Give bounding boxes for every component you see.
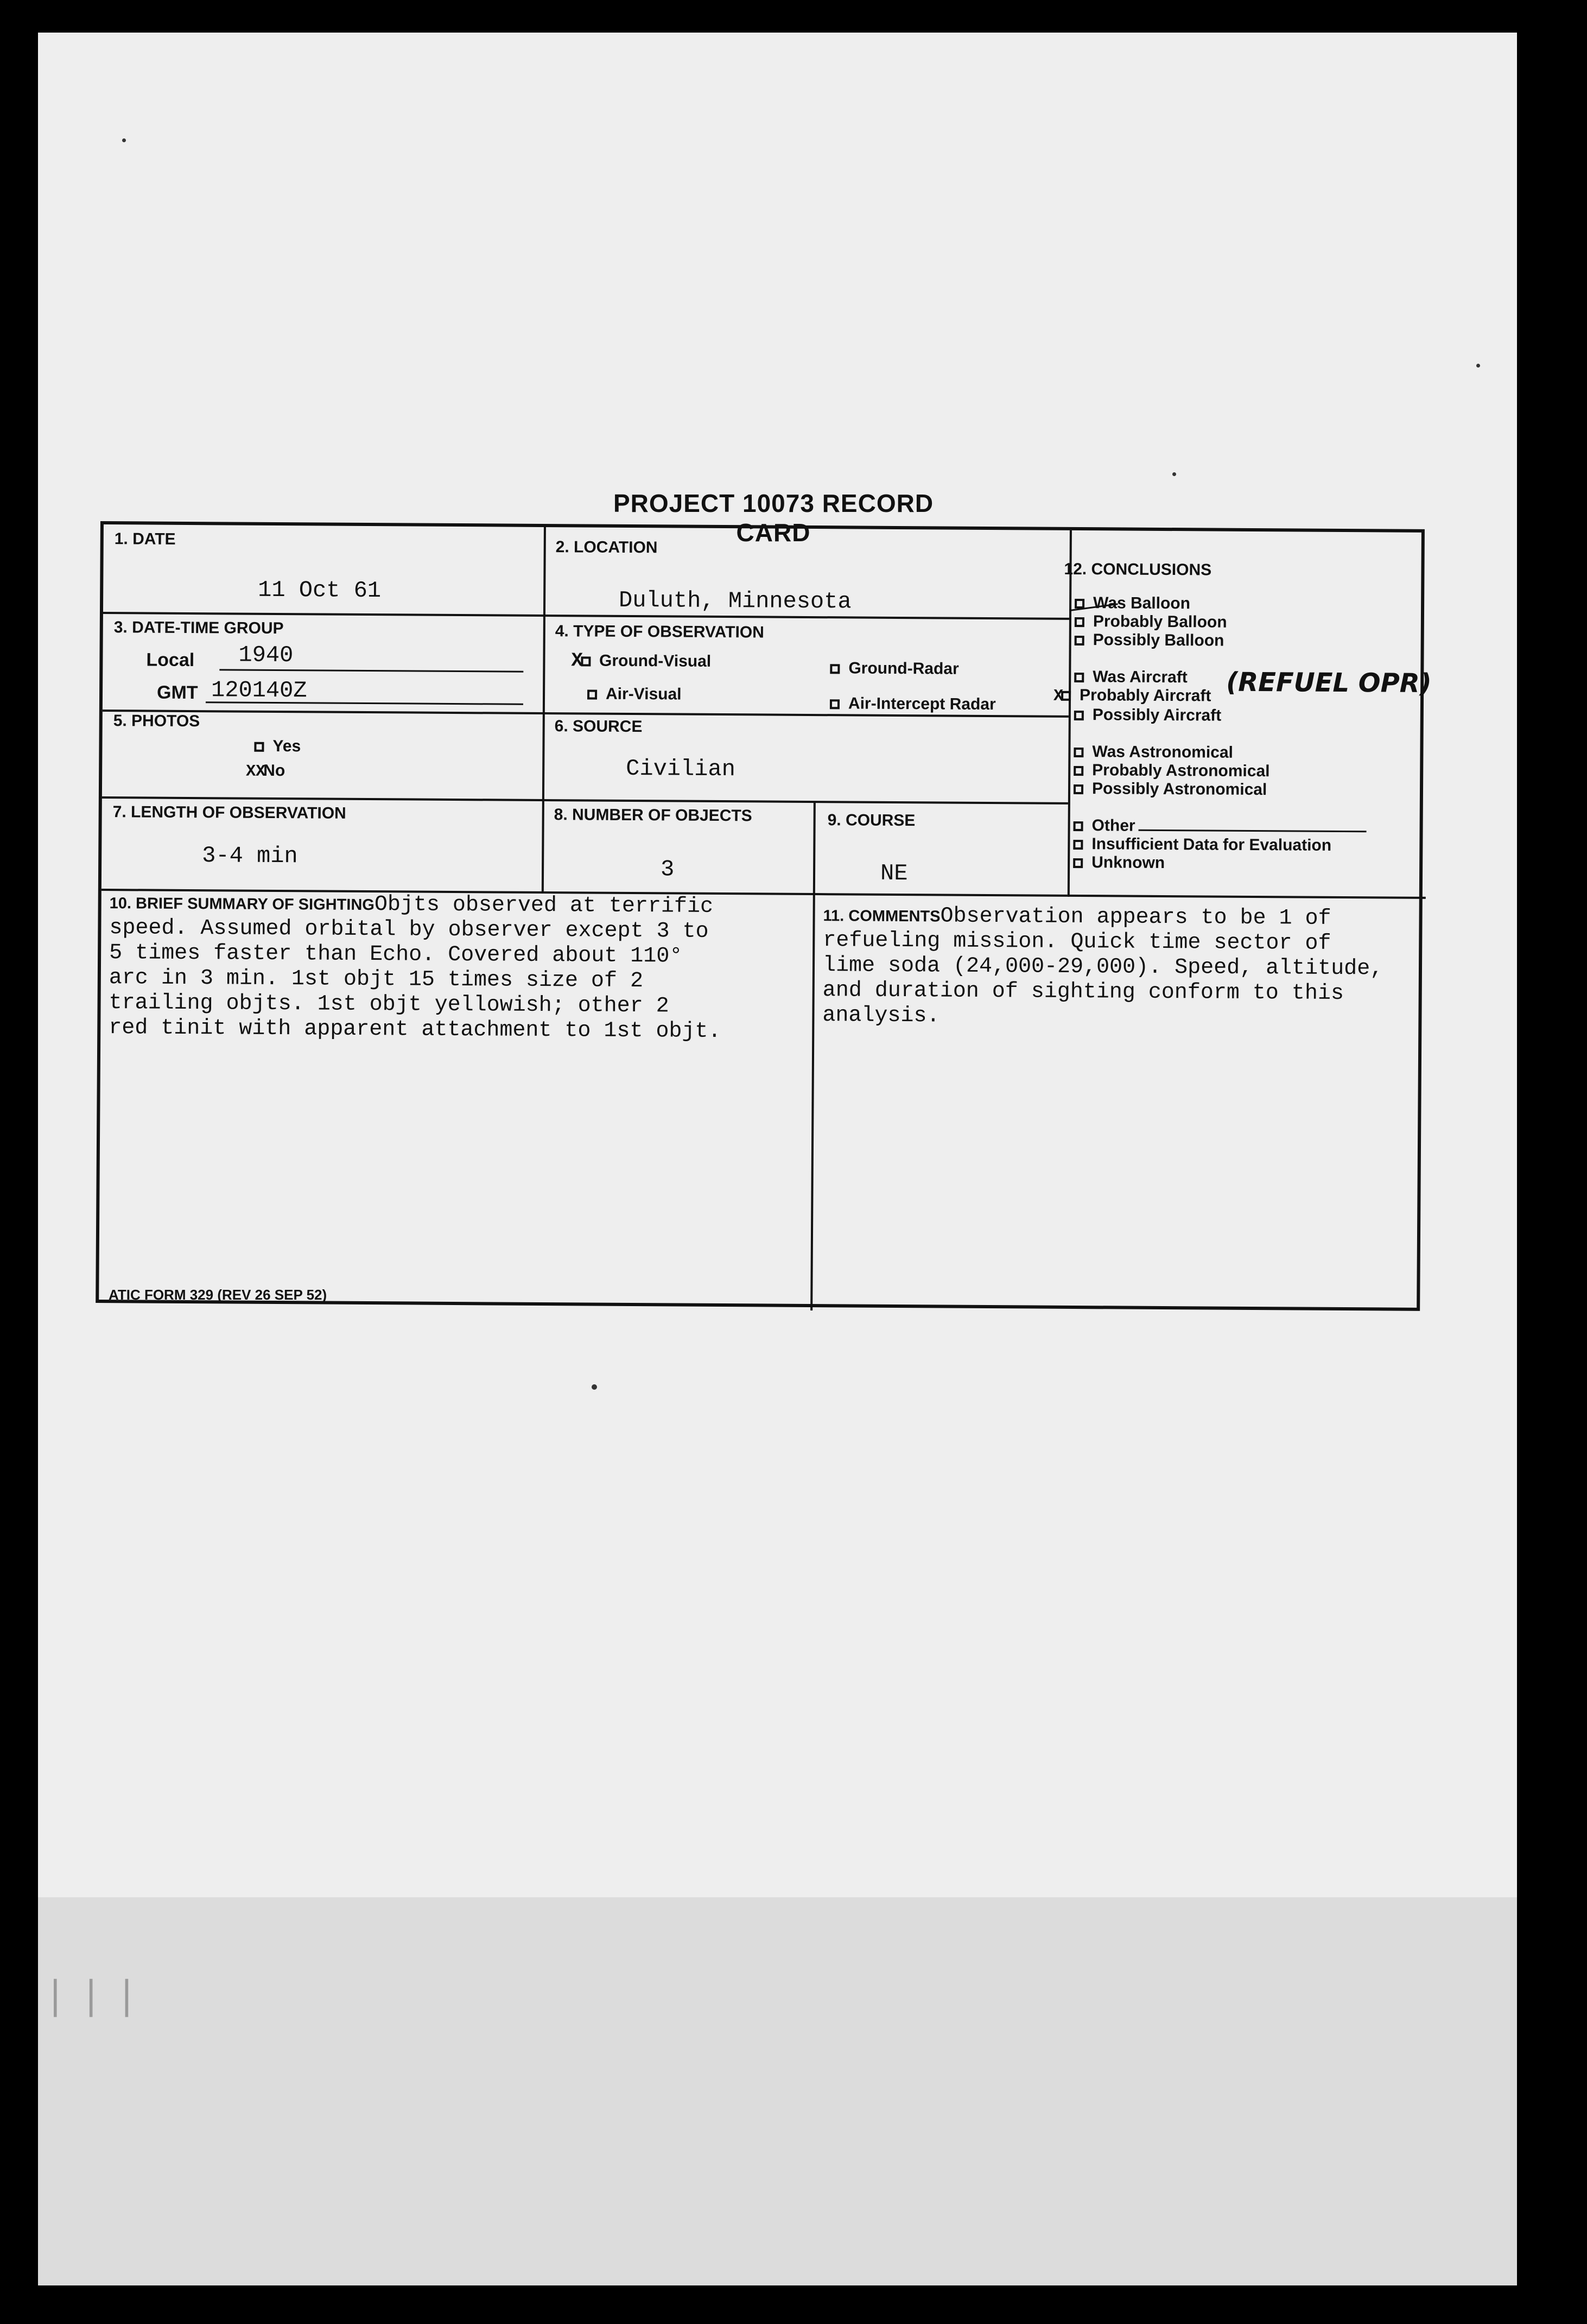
checkbox-icon bbox=[1074, 821, 1083, 831]
comments-line: analysis. bbox=[822, 1003, 940, 1029]
option-label: Probably Balloon bbox=[1093, 612, 1227, 631]
location-cell bbox=[545, 527, 1070, 620]
option-label: Other bbox=[1091, 816, 1135, 835]
checked-mark: X bbox=[1053, 687, 1064, 706]
date-label: 1. DATE bbox=[114, 530, 176, 548]
source-cell bbox=[544, 714, 1069, 805]
dust-speck bbox=[592, 1384, 597, 1390]
length-of-observation-cell bbox=[101, 799, 544, 894]
option-photos-no bbox=[246, 762, 285, 781]
option-label: Air-Visual bbox=[605, 685, 682, 704]
summary-first-line bbox=[110, 891, 810, 920]
number-of-objects-value: 3 bbox=[660, 856, 675, 883]
option-label: Possibly Aircraft bbox=[1092, 706, 1222, 725]
record-card bbox=[96, 521, 1432, 1311]
edge-marks: | | | bbox=[49, 1973, 139, 2017]
number-of-objects-cell bbox=[544, 801, 816, 895]
comments-line: lime soda (24,000-29,000). Speed, altitude, bbox=[822, 953, 1383, 981]
conclusion-possibly-balloon bbox=[1075, 631, 1427, 651]
conclusion-probably-balloon bbox=[1075, 612, 1427, 633]
checkbox-icon bbox=[1074, 766, 1083, 776]
option-air-intercept-radar bbox=[830, 694, 996, 714]
length-of-observation-label: 7. LENGTH OF OBSERVATION bbox=[112, 803, 346, 822]
checkbox-icon bbox=[587, 690, 597, 700]
summary-line: 5 times faster than Echo. Covered about 110° bbox=[109, 941, 683, 969]
checkbox-icon bbox=[1075, 599, 1084, 609]
option-label: Ground-Visual bbox=[599, 651, 712, 670]
option-label: Possibly Astronomical bbox=[1091, 780, 1267, 799]
conclusions-list bbox=[1053, 560, 1427, 874]
gmt-value: 120140Z bbox=[211, 677, 307, 704]
option-ground-radar bbox=[830, 659, 959, 678]
checkbox-icon bbox=[1073, 840, 1083, 850]
course-label: 9. COURSE bbox=[827, 811, 916, 830]
checkbox-icon bbox=[830, 699, 840, 709]
handwritten-note: (REFUEL OPR) bbox=[1226, 667, 1432, 699]
comments-line: and duration of sighting conform to this bbox=[822, 978, 1344, 1006]
source-value: Civilian bbox=[626, 755, 736, 783]
option-label: Possibly Balloon bbox=[1093, 631, 1224, 650]
dust-speck bbox=[1172, 472, 1176, 476]
summary-line: arc in 3 min. 1st objt 15 times size of 2 bbox=[109, 966, 644, 994]
type-of-observation-label: 4. TYPE OF OBSERVATION bbox=[555, 622, 764, 642]
option-air-visual bbox=[587, 685, 682, 704]
checked-mark: X bbox=[571, 649, 583, 672]
form-footer: ATIC FORM 329 (REV 26 SEP 52) bbox=[109, 1287, 327, 1303]
option-label: Insufficient Data for Evaluation bbox=[1091, 835, 1332, 854]
checkbox-icon bbox=[1074, 673, 1084, 682]
date-value: 11 Oct 61 bbox=[258, 577, 382, 604]
number-of-objects-label: 8. NUMBER OF OBJECTS bbox=[554, 806, 752, 825]
type-of-observation-cell bbox=[545, 617, 1069, 718]
date-time-group-cell bbox=[103, 614, 545, 714]
local-label: Local bbox=[146, 649, 195, 671]
paper-lower-band bbox=[38, 1897, 1517, 2285]
summary-line: red tinit with apparent attachment to 1st objt. bbox=[109, 1016, 721, 1044]
checkbox-icon bbox=[1074, 711, 1084, 720]
course-value: NE bbox=[880, 860, 908, 887]
conclusions-label: 12. CONCLUSIONS bbox=[1064, 560, 1212, 579]
conclusion-was-astronomical bbox=[1074, 743, 1426, 763]
checkbox-icon bbox=[581, 656, 591, 666]
comments-first-line bbox=[823, 903, 1425, 932]
checked-mark: XX bbox=[246, 762, 266, 781]
comments-text bbox=[822, 903, 1425, 1032]
checkbox-icon bbox=[254, 742, 264, 752]
length-of-observation-value: 3-4 min bbox=[202, 843, 298, 870]
checkbox-icon bbox=[1074, 784, 1083, 794]
comments-label: 11. COMMENTS bbox=[823, 907, 941, 926]
gmt-label: GMT bbox=[156, 682, 198, 704]
dust-speck bbox=[122, 138, 126, 142]
source-label: 6. SOURCE bbox=[554, 717, 643, 736]
conclusion-insufficient-data bbox=[1073, 835, 1426, 856]
checkbox-icon bbox=[1073, 858, 1083, 868]
summary-line: speed. Assumed orbital by observer except 3 to bbox=[109, 916, 709, 944]
local-underline bbox=[219, 669, 523, 672]
checkbox-icon bbox=[1075, 636, 1084, 645]
option-ground-visual bbox=[571, 649, 711, 673]
option-label: Probably Astronomical bbox=[1092, 761, 1270, 781]
checkbox-icon bbox=[830, 664, 840, 674]
summary-text bbox=[109, 891, 810, 1045]
option-label: Unknown bbox=[1091, 853, 1165, 872]
option-label: Was Balloon bbox=[1093, 594, 1191, 613]
option-label: No bbox=[263, 761, 285, 780]
summary-line: trailing objts. 1st objt yellowish; other 2 bbox=[109, 991, 669, 1019]
summary-label: 10. BRIEF SUMMARY OF SIGHTING bbox=[109, 895, 375, 914]
conclusion-possibly-aircraft bbox=[1074, 706, 1427, 726]
local-value: 1940 bbox=[238, 642, 294, 669]
option-label: Air-Intercept Radar bbox=[848, 694, 996, 714]
comments-line: refueling mission. Quick time sector of bbox=[823, 928, 1331, 956]
conclusion-unknown bbox=[1073, 853, 1426, 874]
option-label: Ground-Radar bbox=[848, 659, 959, 678]
conclusion-probably-astronomical bbox=[1074, 761, 1426, 782]
conclusion-was-balloon bbox=[1075, 594, 1427, 615]
option-label: Yes bbox=[272, 737, 301, 756]
comments-line: Observation appears to be 1 of bbox=[940, 904, 1331, 931]
comments-cell bbox=[812, 895, 1426, 1314]
dust-speck bbox=[1476, 364, 1480, 368]
summary-line: Objts observed at terrific bbox=[374, 892, 714, 919]
course-cell bbox=[815, 803, 1068, 897]
photos-label: 5. PHOTOS bbox=[113, 712, 200, 731]
option-label: Was Aircraft bbox=[1093, 668, 1188, 687]
option-label: Probably Aircraft bbox=[1079, 686, 1211, 705]
summary-cell bbox=[99, 891, 815, 1310]
checkbox-icon bbox=[1061, 691, 1071, 701]
page-title: PROJECT 10073 RECORD CARD bbox=[613, 489, 934, 547]
date-time-group-label: 3. DATE-TIME GROUP bbox=[113, 618, 284, 638]
option-label: Was Astronomical bbox=[1092, 743, 1234, 762]
photos-cell bbox=[102, 712, 545, 801]
date-cell bbox=[103, 524, 546, 617]
conclusion-possibly-astronomical bbox=[1074, 780, 1426, 800]
location-label: 2. LOCATION bbox=[555, 538, 658, 557]
option-photos-yes bbox=[254, 737, 301, 756]
checkbox-icon bbox=[1075, 617, 1084, 627]
checkbox-icon bbox=[1074, 748, 1083, 757]
conclusion-other bbox=[1074, 816, 1426, 837]
location-value: Duluth, Minnesota bbox=[618, 587, 852, 615]
